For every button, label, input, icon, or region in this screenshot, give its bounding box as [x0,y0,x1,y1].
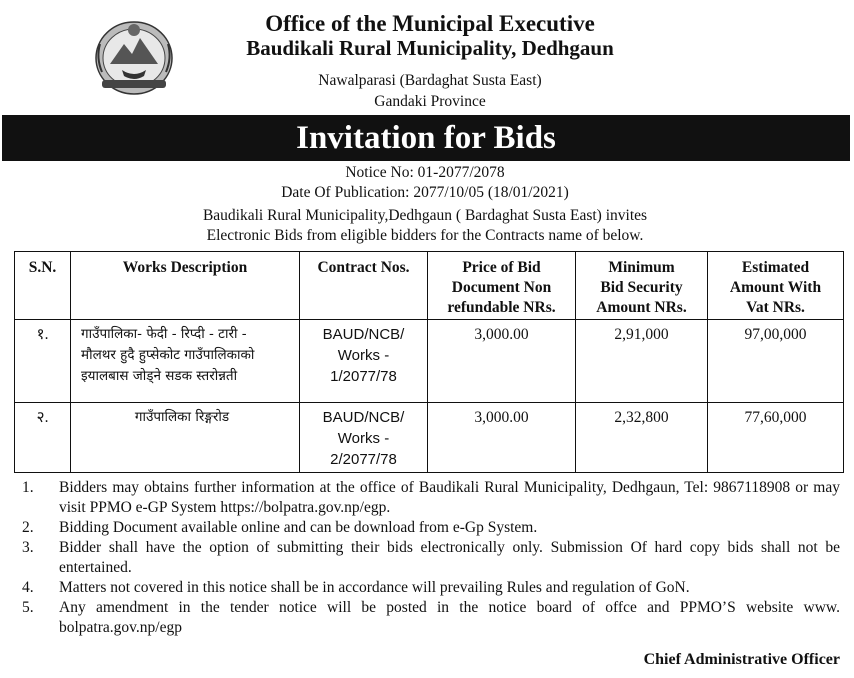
publication-date: Date Of Publication: 2077/10/05 (18/01/2021) [281,184,569,201]
note-item [22,538,840,578]
note-number: 5. [22,599,34,616]
table-header-row [15,252,844,320]
header-security [576,252,708,320]
note-text: Bidding Document available online and can be download from e-Gp System. [59,519,538,536]
address-line-2: Gandaki Province [374,93,486,110]
row-works [71,320,300,403]
note-number: 2. [22,519,34,536]
note-item [22,598,840,638]
intro-line-2: Electronic Bids from eligible bidders for the Contracts name of below. [206,227,644,244]
header-sn: S.N. [15,252,71,320]
note-number: 3. [22,539,34,556]
row-works-line: मौलथर हुदै हुप्सेकोट गाउँपालिकाको [81,347,255,363]
header-price-line: Document Non [451,279,552,296]
notes-list [22,478,840,638]
row-estimated: 97,00,000 [708,320,844,403]
note-item [22,518,840,538]
header-estimated [708,252,844,320]
header-price-line: refundable NRs. [447,299,556,316]
row-sn: १. [15,320,71,403]
row-contract-line: 1/2077/78 [330,368,397,385]
header-estimated-line: Vat NRs. [746,299,805,316]
note-item [22,578,840,598]
row-contract-line: BAUD/NCB/ [322,409,405,426]
bids-table [14,251,844,473]
row-estimated: 77,60,000 [708,403,844,473]
header-security-line: Amount NRs. [596,299,687,316]
header-security-line: Minimum [608,259,675,276]
note-number: 4. [22,579,34,596]
note-item [22,478,840,518]
header-works: Works Description [71,252,300,320]
signature-title: Chief Administrative Officer [643,651,840,668]
note-text: Bidder shall have the option of submitting their bids electronically only. Submission Of hard copy bids shall not be entertained. [59,539,840,576]
row-contract [300,403,428,473]
municipality-name: Baudikali Rural Municipality, Dedhgaun [246,36,614,60]
row-price: 3,000.00 [428,403,576,473]
table-row [15,320,844,403]
nepal-government-emblem-icon [92,14,176,98]
header-estimated-line: Amount With [729,279,822,296]
note-number: 1. [22,479,34,496]
header-security-line: Bid Security [600,279,683,296]
row-contract-line: 2/2077/78 [330,451,397,468]
office-title: Office of the Municipal Executive [265,11,595,36]
row-security: 2,32,800 [576,403,708,473]
header-price-line: Price of Bid [462,259,541,276]
row-works: गाउँपालिका रिङ्गरोड [71,403,300,473]
row-contract [300,320,428,403]
row-security: 2,91,000 [576,320,708,403]
note-text: Matters not covered in this notice shall be in accordance will prevailing Rules and regulation of GoN. [59,579,690,596]
header-estimated-line: Estimated [741,259,810,276]
row-sn: २. [15,403,71,473]
row-contract-line: BAUD/NCB/ [322,326,405,343]
note-text: Any amendment in the tender notice will be posted in the notice board of offce and PPMO’S website www. bolpatra.gov.np/egp [59,599,840,636]
header-price [428,252,576,320]
note-text: Bidders may obtains further information at the office of Baudikali Rural Municipality, Dedhgaun, Tel: 9867118908 or may visit PPMO e-GP System https://bolpatra.gov.np/egp. [59,479,840,516]
row-works-line: गाउँपालिका- फेदी - रिप्दी - टारी - [81,326,247,342]
row-contract-line: Works - [337,430,390,447]
intro-line-1: Baudikali Rural Municipality,Dedhgaun ( Bardaghat Susta East) invites [202,207,648,224]
row-contract-line: Works - [337,347,390,364]
address-line-1: Nawalparasi (Bardaghat Susta East) [318,72,542,89]
row-works-line: इयालबास जोड्ने सडक स्तरोन्नती [81,368,238,384]
header-contract: Contract Nos. [300,252,428,320]
notice-number: Notice No: 01-2077/2078 [345,164,505,181]
invitation-banner: Invitation for Bids [2,115,850,161]
row-price: 3,000.00 [428,320,576,403]
table-row [15,403,844,473]
